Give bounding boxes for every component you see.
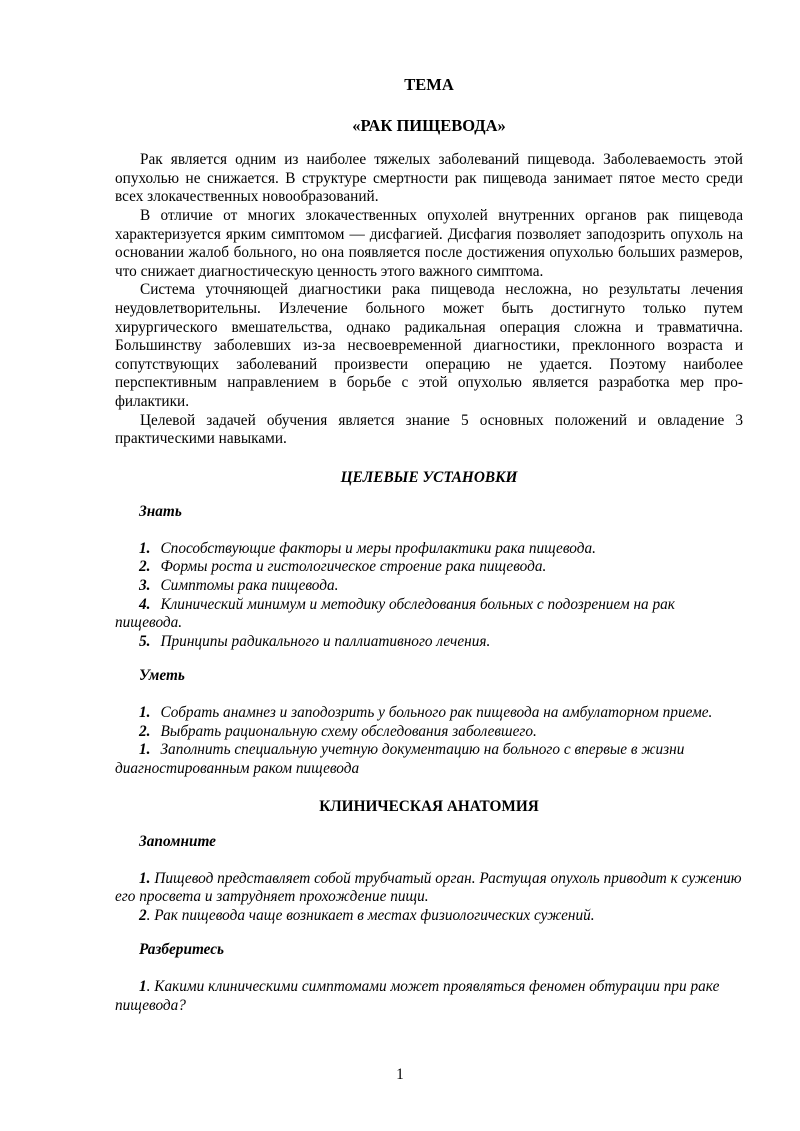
item-number: 1. <box>139 869 151 887</box>
list-item <box>115 723 743 742</box>
doc-title: ТЕМА <box>404 75 454 94</box>
item-number: 1. <box>139 741 151 759</box>
item-text: . Рак пищевода чаще возникает в местах физиологических сужений. <box>146 906 595 924</box>
item-number: 3. <box>139 577 151 595</box>
list-item <box>115 558 743 577</box>
list-item <box>115 577 743 596</box>
item-text: Клинический минимум и методику обследования больных с подозрением на рак пищевода. <box>115 595 675 632</box>
intro-paragraph: Система уточняющей диагностики рака пищевода несложна, но результаты лечения неудовлетворительны. Излечение больного может быть достигнуто только путем хирургического вмешательства, однако радикальная операция сложна и травматична. Большинству заболевших из-за несвоевременной диагностики, преклонного возраста и сопутствующих заболеваний произвести операцию не удается. Поэтому наиболее перспективным направлением в борьбе с этой опухолью является разработка мер про-филактики. <box>115 281 743 410</box>
subheading-remember: Запомните <box>139 833 216 850</box>
item-number: 2. <box>139 558 151 576</box>
item-text: Принципы радикального и паллиативного лечения. <box>160 632 491 650</box>
item-text: Симптомы рака пищевода. <box>160 577 339 595</box>
item-text: Собрать анамнез и заподозрить у больного рак пищевода на амбулаторном приеме. <box>160 704 713 722</box>
item-text: Заполнить специальную учетную документацию на больного с впервые в жизни диагностированным раком пищевода <box>115 741 685 777</box>
page-number: 1 <box>396 1066 404 1083</box>
document-page <box>115 76 743 1015</box>
subheading-understand: Разберитесь <box>139 941 225 959</box>
item-number: 1. <box>139 539 151 557</box>
item-text: Выбрать рациональную схему обследования заболевшего. <box>160 722 537 740</box>
item-text: . Какими клиническими симптомами может проявляться феномен обтурации при раке пищевода? <box>115 977 720 1014</box>
intro-paragraph: Целевой задачей обучения является знание 5 основных положений и овладение 3 практическими навыками. <box>115 411 743 448</box>
list-item <box>115 870 743 907</box>
intro-paragraph: В отличие от многих злокачественных опухолей внутренних органов рак пищевода характеризуется ярким симптомом — дисфагией. Дисфагия позволяет заподозрить опухоль на основании жалоб больного, но она появляется после достижения опухолью больших размеров, что снижает диагностическую ценность этого важного симптома. <box>115 206 743 280</box>
item-number: 2 <box>139 906 147 924</box>
list-item <box>115 596 743 633</box>
item-text: Пищевод представляет собой трубчатый орган. Растущая опухоль приводит к сужению его просвета и затрудняет прохождение пищи. <box>115 869 742 906</box>
subheading-can: Уметь <box>139 667 185 685</box>
section-heading-goals: ЦЕЛЕВЫЕ УСТАНОВКИ <box>340 468 518 486</box>
section-heading-anatomy: КЛИНИЧЕСКАЯ АНАТОМИЯ <box>319 798 539 816</box>
item-number: 1 <box>139 977 147 995</box>
item-text: Способствующие факторы и меры профилактики рака пищевода. <box>160 539 596 557</box>
subheading-know: Знать <box>139 503 182 521</box>
list-item <box>115 741 743 778</box>
list-item <box>115 907 743 926</box>
doc-subtitle: «РАК ПИЩЕВОДА» <box>352 115 506 135</box>
item-number: 1. <box>139 704 151 722</box>
list-item <box>115 540 743 559</box>
item-number: 5. <box>139 632 151 650</box>
list-item <box>115 704 743 723</box>
item-number: 2. <box>139 722 151 740</box>
item-number: 4. <box>139 595 151 613</box>
item-text: Формы роста и гистологическое строение рака пищевода. <box>160 558 547 576</box>
list-item <box>115 978 743 1015</box>
intro-paragraph: Рак является одним из наиболее тяжелых заболеваний пищевода. Заболеваемость этой опухолью не снижается. В структуре смертности рак пищевода занимает пятое место среди всех злокачественных новообразований. <box>115 151 743 206</box>
list-item <box>115 633 743 652</box>
